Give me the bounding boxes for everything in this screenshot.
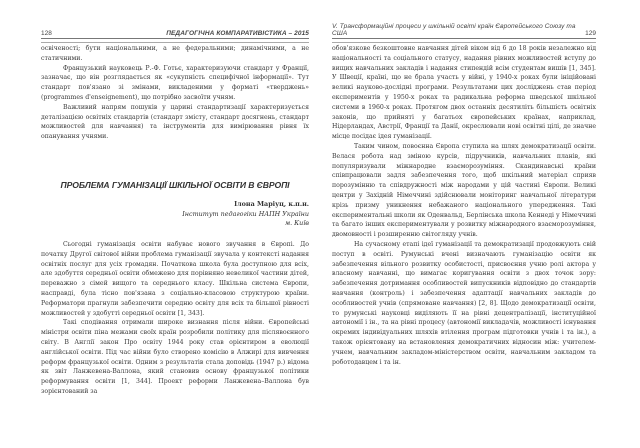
running-title: ПЕДАГОГІЧНА КОМПАРАТИВІСТИКА – 2015 xyxy=(166,30,309,37)
paragraph: Такі сподівання отримали широке визнання після війни. Європейські міністри освіти піна межами своїх країн розробили політику для післявоєнного світу. В Англії закон Про освіту 1944 року став орієнтиром в еволюції англійської освіти. Під час війни було створено комісію в Алжирі для вивчення реформ французької освіти. Одним з результатів стала доповідь (1947 р.) відома як звіт Ланжевена-Валлона, який становив основу французької політики реформування освіти [1, 344]. Проект реформи Ланжевена–Валлона був зорієнтований за xyxy=(41,319,309,395)
byline xyxy=(41,200,309,229)
author-city: м. Київ xyxy=(284,219,309,228)
page-number: 128 xyxy=(41,30,52,37)
page-header xyxy=(41,25,309,37)
header-rule xyxy=(41,38,309,43)
paragraph: На сучасному етапі ідеї гуманізації та демократизації продовжують свій поступ в освіті. Румунські вчені визначають гуманізацію освіти як забезпечення вільного розвитку особистості, присвоєння учню ролі актора у власному навчанні, що вимагає коригування освіти з двох точок зору: забезпечення дотримання особливостей випускників відповідно до стандартів навчання (контроль) і забезпечення адаптації навчальних закладів до особливостей учнів (спрямоване навчання) [2, 8]. Щодо демократизації освіти, то румунські науковці виділяють її на рівні децентралізації, інституційної автономії і ін., та на рівні процесу (автономії викладачів, можливості існування окремих індивідуальних шляхів втілення програм підготовки учнів і та ін.), а також орієнтовану на встановлення демократичних відносин між: учителем-учнем, навчальним закладом-міністерством освіти, навчальним закладом та роботодавцем і та ін. xyxy=(332,240,596,366)
body-text xyxy=(332,44,596,367)
body-text-top xyxy=(41,44,309,142)
paragraph: Таким чином, повоєнна Європа ступила на шлях демократизації освіти. Велася робота над зміною курсів, підручників, навчальних планів, які популяризували міжнародне взаєморозуміння. Скандинавські країни співпрацювали задля забезпечення того, щоб шкільний матеріал сприяв порозумінню та співдружності між народами у цій частині Європи. Великі центри у Західній Німеччині здійснювали моніторинг навчальної літератури крізь призму уникнення небажаного національного упередження. Такі експериментальні школи як Оденвальд, Берлінська школа Кеннеді у Німеччині та багато інших експериментували у розвитку міжнародного взаєморозуміння, двомовності і розширенню світогляду учнів. xyxy=(332,142,596,239)
author-name: Ілона Маріуц, к.п.н. xyxy=(234,200,309,208)
running-title: V. Трансформаційні процеси у шкільній освіті країн Європейського Союзу та США xyxy=(332,23,576,37)
article-title: ПРОБЛЕМА ГУМАНІЗАЦІЇ ШКІЛЬНОЇ ОСВІТИ В ЄВРОПІ xyxy=(60,180,290,190)
body-text-main xyxy=(41,240,309,397)
paragraph: обов'язкове безкоштовне навчання дітей віком від 6 до 18 років незалежно від національності та соціального статусу, надання рівних можливостей вступу до вищих навчальних закладів і надання стипендій всім студентам вишів [1, 345]. У Швеції, країні, що не брала участь у війні, у 1940-х роках були ініційовані великі науково-дослідні програми. Результатами цих досліджень став період експериментів у 1950-х роках та радикальна реформа шведської шкільної системи в 1960-х роках. Протягом двох останніх десятиліть більшість освітніх законів, що прийняті у багатьох європейських країнах, наприклад, Нідерландах, Австрії, Франції та Данії, окреслювали нові освітні цілі, де значне місце посідає ідея гуманізації. xyxy=(332,45,596,141)
paragraph: освіченості; бути національними, а не федеральними; динамічними, а не статичними. xyxy=(41,45,309,62)
right-page xyxy=(320,0,640,448)
page-number: 129 xyxy=(585,30,596,37)
paragraph: Сьогодні гуманізація освіти набуває нового звучання в Європі. До початку Другої світової війни проблема гуманізації звучала у контексті надання освітніх послуг для усіх громадян. Початкова школа була доступною для всіх, але здобуття середньої освіти обмежено для порівняно невеликої частини дітей, переважно з сімей вищого та середнього класу. Шкільна система Європи, насправді, була тісно пов'язана з соціально-класовою структурою країни. Реформатори прагнули забезпечити середню освіту для всіх та більшої рівності можливостей у здобутті середньої освіти [1, 343]. xyxy=(41,241,309,317)
paragraph: Французький науковець Р.-Ф. Готьє, характеризуючи стандарт у Франції, зазначає, що він розглядається як «сукупність специфічної інформації». Тут стандарт пов'язано зі змінами, викладеними у форматі «тверджень» (programmes d'enseignement), що потрібно засвоїти учням. xyxy=(41,64,309,101)
header-rule xyxy=(332,38,596,43)
paragraph: Важливий напрям пошуків у царині стандартизації характеризується деталізацією освітніх стандартів (стандарт змісту, стандарт досягнень, стандарт можливостей для навчання) та інструментів для вимірювання рівня їх опанування учнями. xyxy=(41,103,309,141)
page-header xyxy=(332,25,596,37)
author-affiliation: Інститут педагогіки НАПН України xyxy=(182,209,309,218)
